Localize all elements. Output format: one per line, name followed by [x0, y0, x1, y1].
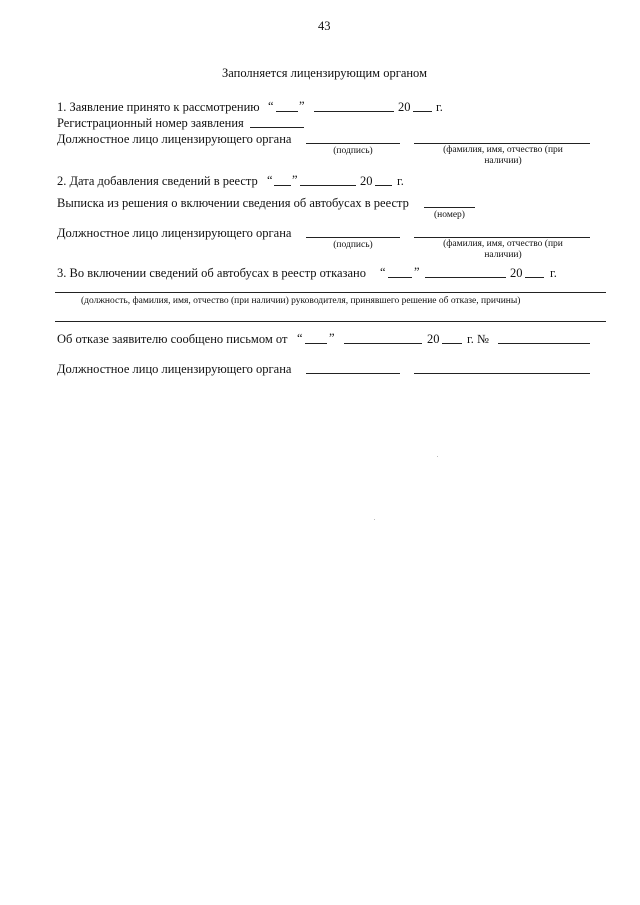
- refusal-day-field[interactable]: [305, 343, 327, 344]
- s3-year-suffix: г.: [550, 266, 557, 280]
- s3-head-caption: (должность, фамилия, имя, отчество (при наличии) руководителя, принявшего решение об отказе, причины): [81, 296, 521, 306]
- s1-year-field[interactable]: [413, 111, 432, 112]
- refusal-year-prefix: 20: [427, 332, 440, 346]
- s3-quote-open: “: [380, 265, 386, 279]
- refusal-quote-close: ”: [329, 331, 335, 345]
- refusal-quote-open: “: [297, 331, 303, 345]
- s3-head-field[interactable]: [55, 292, 606, 293]
- s1-year-prefix: 20: [398, 100, 411, 114]
- s2-quote-open: “: [267, 173, 273, 187]
- s2-signature-caption: (подпись): [333, 240, 373, 250]
- s3-year-field[interactable]: [525, 277, 544, 278]
- s1-label: 1. Заявление принято к рассмотрению: [57, 100, 260, 114]
- s2-month-field[interactable]: [300, 185, 356, 186]
- final-fio-field[interactable]: [414, 373, 590, 374]
- final-official-label: Должностное лицо лицензирующего органа: [57, 362, 292, 376]
- refusal-number-label: г. №: [467, 332, 489, 346]
- s2-extract-number-field[interactable]: [424, 207, 475, 208]
- s1-fio-field[interactable]: [414, 143, 590, 144]
- s2-number-caption: (номер): [434, 210, 465, 220]
- s3-year-prefix: 20: [510, 266, 523, 280]
- s2-fio-caption: (фамилия, имя, отчество (при наличии): [443, 239, 563, 260]
- s2-quote-close: ”: [292, 173, 298, 187]
- refusal-month-field[interactable]: [344, 343, 422, 344]
- s3-day-field[interactable]: [388, 277, 412, 278]
- s1-official-label: Должностное лицо лицензирующего органа: [57, 132, 292, 146]
- final-signature-field[interactable]: [306, 373, 400, 374]
- s1-fio-caption: (фамилия, имя, отчество (при наличии): [443, 145, 563, 166]
- s2-year-suffix: г.: [397, 174, 404, 188]
- s3-month-field[interactable]: [425, 277, 506, 278]
- s2-year-prefix: 20: [360, 174, 373, 188]
- refusal-year-field[interactable]: [442, 343, 462, 344]
- s1-quote-open: “: [268, 99, 274, 113]
- s1-year-suffix: г.: [436, 100, 443, 114]
- s2-signature-field[interactable]: [306, 237, 400, 238]
- s2-extract-label: Выписка из решения о включении сведения об автобусах в реестр: [57, 196, 409, 210]
- refusal-letter-number-field[interactable]: [498, 343, 590, 344]
- s2-fio-field[interactable]: [414, 237, 590, 238]
- s2-year-field[interactable]: [375, 185, 392, 186]
- refusal-label: Об отказе заявителю сообщено письмом от: [57, 332, 288, 346]
- s3-label: 3. Во включении сведений об автобусах в реестр отказано: [57, 266, 366, 280]
- s1-signature-field[interactable]: [306, 143, 400, 144]
- scan-speck: [374, 519, 375, 520]
- form-heading: Заполняется лицензирующим органом: [222, 66, 427, 80]
- s1-month-field[interactable]: [314, 111, 394, 112]
- scan-speck: [437, 456, 438, 457]
- s2-official-label: Должностное лицо лицензирующего органа: [57, 226, 292, 240]
- s1-signature-caption: (подпись): [333, 146, 373, 156]
- s1-reg-label: Регистрационный номер заявления: [57, 116, 244, 130]
- s1-quote-close: ”: [299, 99, 305, 113]
- s1-reg-number-field[interactable]: [250, 127, 304, 128]
- s1-day-field[interactable]: [276, 111, 298, 112]
- s2-day-field[interactable]: [274, 185, 291, 186]
- s3-quote-close: ”: [414, 265, 420, 279]
- s3-reason-field[interactable]: [55, 321, 606, 322]
- page-number: 43: [318, 19, 331, 33]
- s2-label: 2. Дата добавления сведений в реестр: [57, 174, 258, 188]
